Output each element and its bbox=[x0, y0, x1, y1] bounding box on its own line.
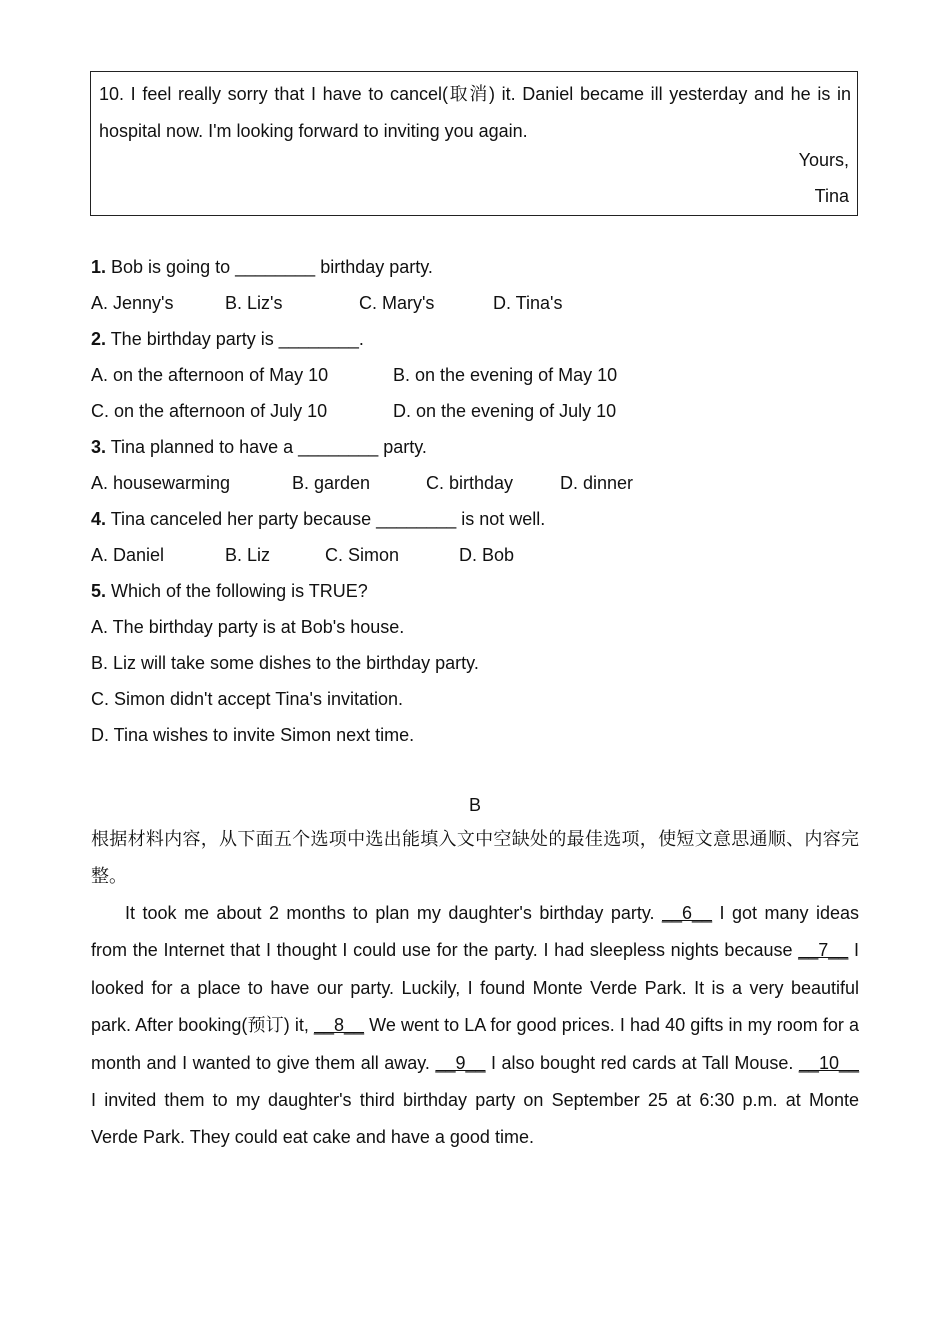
letter-signature: Tina bbox=[814, 186, 849, 206]
option-b: B. Liz bbox=[225, 545, 271, 565]
blank-7: __7__ bbox=[798, 940, 849, 961]
question-number: 5. bbox=[91, 581, 107, 601]
option-c: C. Mary's bbox=[359, 293, 435, 313]
blank-8: __8__ bbox=[313, 1015, 365, 1036]
option-d: D. Bob bbox=[459, 545, 515, 565]
option-b: B. on the evening of May 10 bbox=[393, 365, 618, 385]
option-d: D. dinner bbox=[560, 473, 634, 493]
question-stem: Tina planned to have a ________ party. bbox=[106, 437, 427, 457]
passage-text: I also bought red cards at Tall Mouse. bbox=[485, 1052, 799, 1073]
question-3 bbox=[91, 435, 427, 459]
question-1 bbox=[91, 255, 433, 279]
letter-box bbox=[90, 71, 858, 216]
option-c: C. birthday bbox=[426, 473, 514, 493]
section-heading: B bbox=[468, 795, 481, 815]
blank-10: __10__ bbox=[798, 1052, 859, 1073]
question-number: 2. bbox=[91, 329, 107, 349]
question-2 bbox=[91, 327, 364, 351]
option-a: A. Jenny's bbox=[91, 293, 174, 313]
passage-text: It took me about 2 months to plan my daughter's birthday party. bbox=[125, 903, 662, 923]
option-b: B. garden bbox=[292, 473, 371, 493]
question-number: 4. bbox=[91, 509, 107, 529]
letter-closing: Yours, bbox=[798, 150, 849, 170]
question-stem: Which of the following is TRUE? bbox=[106, 581, 368, 601]
question-stem: Tina canceled her party because ________ is not well. bbox=[106, 509, 546, 529]
passage-text: I invited them to my daughter's third birthday party on September 25 at 6:30 p.m. at Monte Verde Park. They could eat cake and have a good time. bbox=[91, 1090, 859, 1148]
option-a: A. The birthday party is at Bob's house. bbox=[91, 617, 405, 637]
option-d: D. Tina wishes to invite Simon next time. bbox=[91, 725, 415, 745]
passage bbox=[91, 895, 859, 1157]
option-c: C. Simon didn't accept Tina's invitation. bbox=[91, 689, 404, 709]
option-a: A. housewarming bbox=[91, 473, 231, 493]
option-a: A. on the afternoon of May 10 bbox=[91, 365, 329, 385]
option-b: B. Liz's bbox=[225, 293, 283, 313]
option-c: C. on the afternoon of July 10 bbox=[91, 401, 328, 421]
option-d: D. Tina's bbox=[493, 293, 563, 313]
question-4 bbox=[91, 507, 545, 531]
passage-text: I got many ideas from the Internet that I thought I could use for the party. I had sleepless nights because bbox=[91, 903, 860, 961]
passage-text: I looked for a place to have our party. Luckily, I found Monte Verde Park. It is a very beautiful park. After booking(预订) it, bbox=[91, 940, 859, 1036]
blank-6: __6__ bbox=[662, 903, 713, 923]
option-b: B. Liz will take some dishes to the birthday party. bbox=[91, 653, 479, 673]
passage-text: We went to LA for good prices. I had 40 gifts in my room for a month and I wanted to give them all away. bbox=[91, 1015, 859, 1073]
section-instruction: 根据材料内容，从下面五个选项中选出能填入文中空缺处的最佳选项，使短文意思通顺、内容完整。 bbox=[91, 829, 859, 887]
question-number: 3. bbox=[91, 437, 107, 457]
question-stem: The birthday party is ________. bbox=[106, 329, 364, 349]
blank-9: __9__ bbox=[435, 1052, 486, 1073]
option-c: C. Simon bbox=[325, 545, 400, 565]
question-stem: Bob is going to ________ birthday party. bbox=[106, 257, 433, 277]
option-a: A. Daniel bbox=[91, 545, 165, 565]
option-d: D. on the evening of July 10 bbox=[393, 401, 617, 421]
question-5 bbox=[91, 579, 368, 603]
letter-text: 10. I feel really sorry that I have to cancel(取消) it. Daniel became ill yesterday and he is in hospital now. I'm looking forward to inviting you again. bbox=[99, 84, 851, 141]
question-number: 1. bbox=[91, 257, 107, 277]
